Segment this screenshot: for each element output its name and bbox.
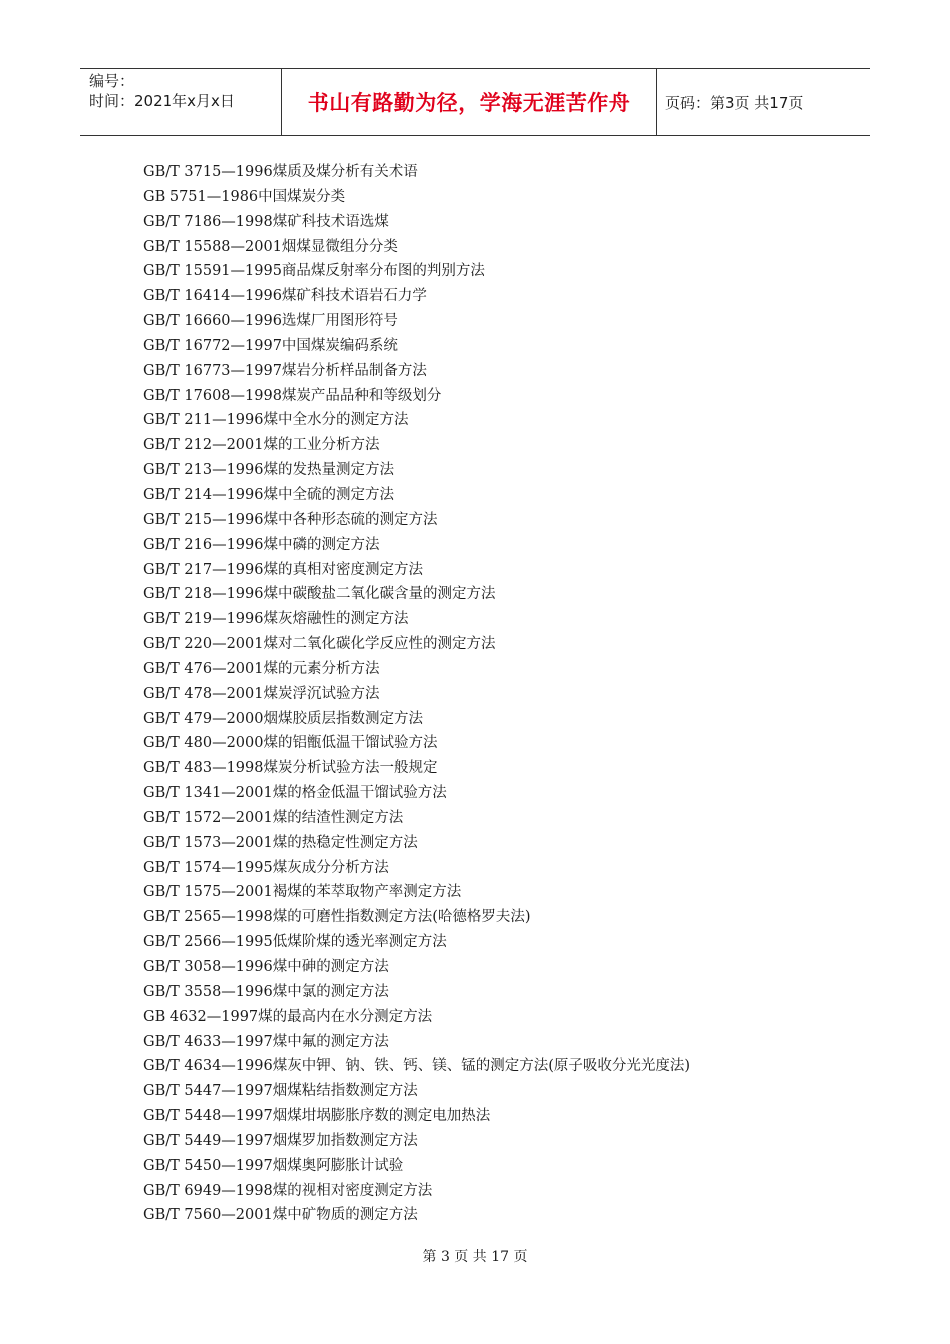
list-item: GB/T 16772—1997中国煤炭编码系统 xyxy=(143,337,398,354)
list-item: GB/T 6949—1998煤的视相对密度测定方法 xyxy=(143,1182,433,1199)
list-item: GB/T 17608—1998煤炭产品品种和等级划分 xyxy=(143,387,442,404)
list-item: GB/T 219—1996煤灰熔融性的测定方法 xyxy=(143,611,409,628)
list-item: GB/T 5450—1997烟煤奥阿膨胀计试验 xyxy=(143,1157,404,1174)
list-item: GB/T 7560—2001煤中矿物质的测定方法 xyxy=(143,1207,418,1224)
list-item: GB/T 216—1996煤中磷的测定方法 xyxy=(143,536,380,553)
list-item: GB/T 4634—1996煤灰中钾、钠、铁、钙、镁、锰的测定方法(原子吸收分光光度法) xyxy=(143,1058,691,1075)
list-item: GB/T 480—2000煤的铝甑低温干馏试验方法 xyxy=(143,735,438,752)
list-item: GB/T 1574—1995煤灰成分分析方法 xyxy=(143,859,389,876)
list-item: GB/T 3558—1996煤中氯的测定方法 xyxy=(143,983,389,1000)
list-item: GB/T 213—1996煤的发热量测定方法 xyxy=(143,462,394,479)
list-item: GB/T 483—1998煤炭分析试验方法一般规定 xyxy=(143,760,438,777)
list-item: GB/T 15588—2001烟煤显微组分分类 xyxy=(143,238,398,255)
list-item: GB/T 2566—1995低煤阶煤的透光率测定方法 xyxy=(143,934,447,951)
list-item: GB/T 2565—1998煤的可磨性指数测定方法(哈德格罗夫法) xyxy=(143,909,531,926)
list-item: GB/T 16773—1997煤岩分析样品制备方法 xyxy=(143,362,427,379)
page-header xyxy=(80,68,870,136)
list-item: GB/T 1573—2001煤的热稳定性测定方法 xyxy=(143,834,418,851)
time-label: 时间：2021年x月x日 xyxy=(89,92,235,110)
list-item: GB 5751—1986中国煤炭分类 xyxy=(143,188,346,205)
header-motto: 书山有路勤为径，学海无涯苦作舟 xyxy=(282,69,657,135)
list-item: GB 4632—1997煤的最高内在水分测定方法 xyxy=(143,1008,433,1025)
list-item: GB/T 215—1996煤中各种形态硫的测定方法 xyxy=(143,511,438,528)
list-item: GB/T 4633—1997煤中氟的测定方法 xyxy=(143,1033,389,1050)
list-item: GB/T 214—1996煤中全硫的测定方法 xyxy=(143,486,394,503)
standards-list xyxy=(143,160,863,1228)
list-item: GB/T 5449—1997烟煤罗加指数测定方法 xyxy=(143,1132,418,1149)
list-item: GB/T 16660—1996选煤厂用图形符号 xyxy=(143,313,398,330)
list-item: GB/T 7186—1998煤矿科技术语选煤 xyxy=(143,213,389,230)
serial-label: 编号： xyxy=(89,72,135,90)
list-item: GB/T 217—1996煤的真相对密度测定方法 xyxy=(143,561,423,578)
list-item: GB/T 1341—2001煤的格金低温干馏试验方法 xyxy=(143,785,447,802)
header-meta-cell xyxy=(80,69,282,135)
list-item: GB/T 478—2001煤炭浮沉试验方法 xyxy=(143,685,380,702)
list-item: GB/T 16414—1996煤矿科技术语岩石力学 xyxy=(143,288,427,305)
list-item: GB/T 220—2001煤对二氧化碳化学反应性的测定方法 xyxy=(143,636,496,653)
list-item: GB/T 15591—1995商品煤反射率分布图的判别方法 xyxy=(143,263,485,280)
list-item: GB/T 479—2000烟煤胶质层指数测定方法 xyxy=(143,710,423,727)
list-item: GB/T 476—2001煤的元素分析方法 xyxy=(143,660,380,677)
header-page-info: 页码：第3页 共17页 xyxy=(665,93,804,112)
list-item: GB/T 218—1996煤中碳酸盐二氧化碳含量的测定方法 xyxy=(143,586,496,603)
list-item: GB/T 5448—1997烟煤坩埚膨胀序数的测定电加热法 xyxy=(143,1108,491,1125)
list-item: GB/T 3715—1996煤质及煤分析有关术语 xyxy=(143,164,418,180)
page-footer: 第 3 页 共 17 页 xyxy=(422,1249,528,1265)
list-item: GB/T 3058—1996煤中砷的测定方法 xyxy=(143,959,389,975)
list-item: GB/T 5447—1997烟煤粘结指数测定方法 xyxy=(143,1083,418,1100)
list-item: GB/T 1572—2001煤的结渣性测定方法 xyxy=(143,809,404,826)
list-item: GB/T 212—2001煤的工业分析方法 xyxy=(143,437,380,454)
list-item: GB/T 211—1996煤中全水分的测定方法 xyxy=(143,412,409,429)
list-item: GB/T 1575—2001褐煤的苯萃取物产率测定方法 xyxy=(143,884,462,901)
